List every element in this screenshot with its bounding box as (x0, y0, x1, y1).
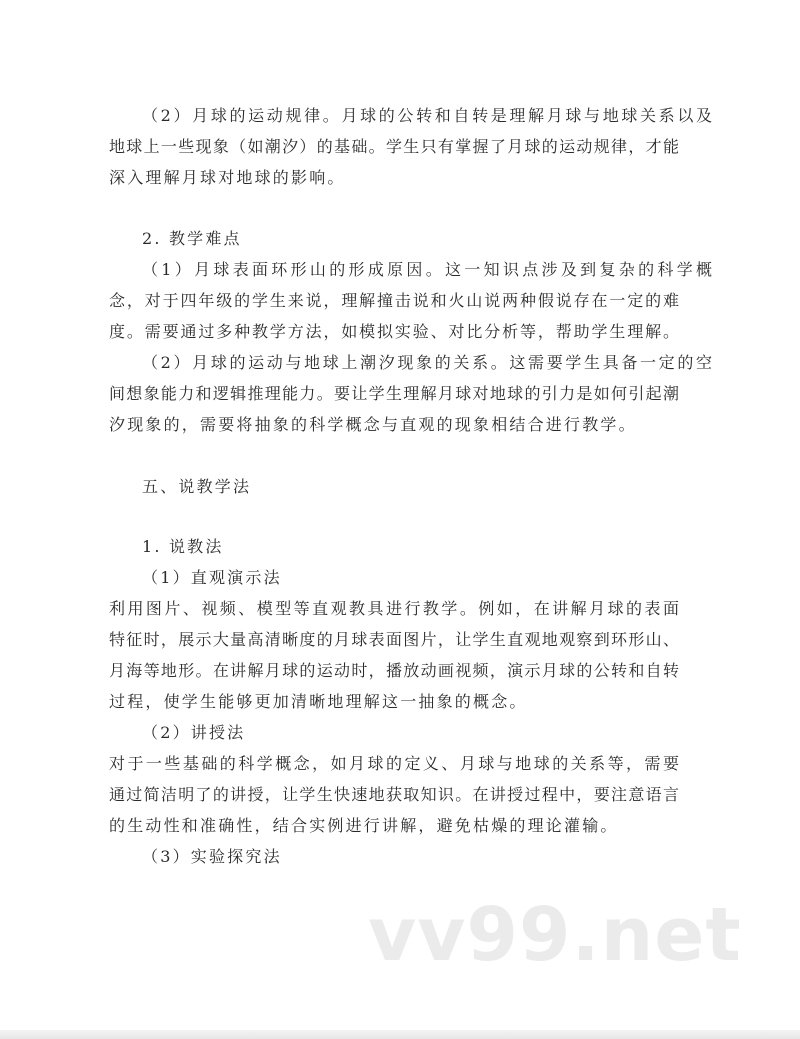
watermark: vv99.net (368, 892, 742, 978)
page-bottom-edge (0, 1030, 800, 1039)
section-heading: 1. 说教法 (142, 537, 224, 556)
text-line: （2）月球的运动与地球上潮汐现象的关系。这需要学生具备一定的空 (142, 353, 712, 372)
text-line: 汐现象的，需要将抽象的科学概念与直观的现象相结合进行教学。 (109, 415, 637, 434)
text-line: 深入理解月球对地球的影响。 (109, 168, 346, 187)
text-line: 月海等地形。在讲解月球的运动时，播放动画视频，演示月球的公转和自转 (109, 661, 679, 680)
text-line: 间想象能力和逻辑推理能力。要让学生理解月球对地球的引力是如何引起潮 (109, 384, 679, 403)
text-line: 利用图片、视频、模型等直观教具进行教学。例如，在讲解月球的表面 (109, 599, 679, 618)
text-line: 对于一些基础的科学概念，如月球的定义、月球与地球的关系等，需要 (109, 754, 679, 773)
text-line: 的生动性和准确性，结合实例进行讲解，避免枯燥的理论灌输。 (109, 816, 619, 835)
text-line: 度。需要通过多种教学方法，如模拟实验、对比分析等，帮助学生理解。 (109, 322, 679, 341)
subsection-heading: （1）直观演示法 (142, 568, 282, 587)
text-line: （2）月球的运动规律。月球的公转和自转是理解月球与地球关系以及 (142, 106, 712, 125)
chapter-heading: 五、说教学法 (142, 477, 252, 496)
subsection-heading: （2）讲授法 (142, 723, 246, 742)
subsection-heading: （3）实验探究法 (142, 847, 282, 866)
text-line: （1）月球表面环形山的形成原因。这一知识点涉及到复杂的科学概 (142, 260, 712, 279)
text-line: 地球上一些现象（如潮汐）的基础。学生只有掌握了月球的运动规律，才能 (109, 137, 679, 156)
text-line: 特征时，展示大量高清晰度的月球表面图片，让学生直观地观察到环形山、 (109, 630, 679, 649)
text-line: 通过简洁明了的讲授，让学生快速地获取知识。在讲授过程中，要注意语言 (109, 785, 679, 804)
section-heading: 2. 教学难点 (142, 229, 242, 248)
text-line: 念，对于四年级的学生来说，理解撞击说和火山说两种假说存在一定的难 (109, 291, 679, 310)
text-line: 过程，使学生能够更加清晰地理解这一抽象的概念。 (109, 692, 528, 711)
